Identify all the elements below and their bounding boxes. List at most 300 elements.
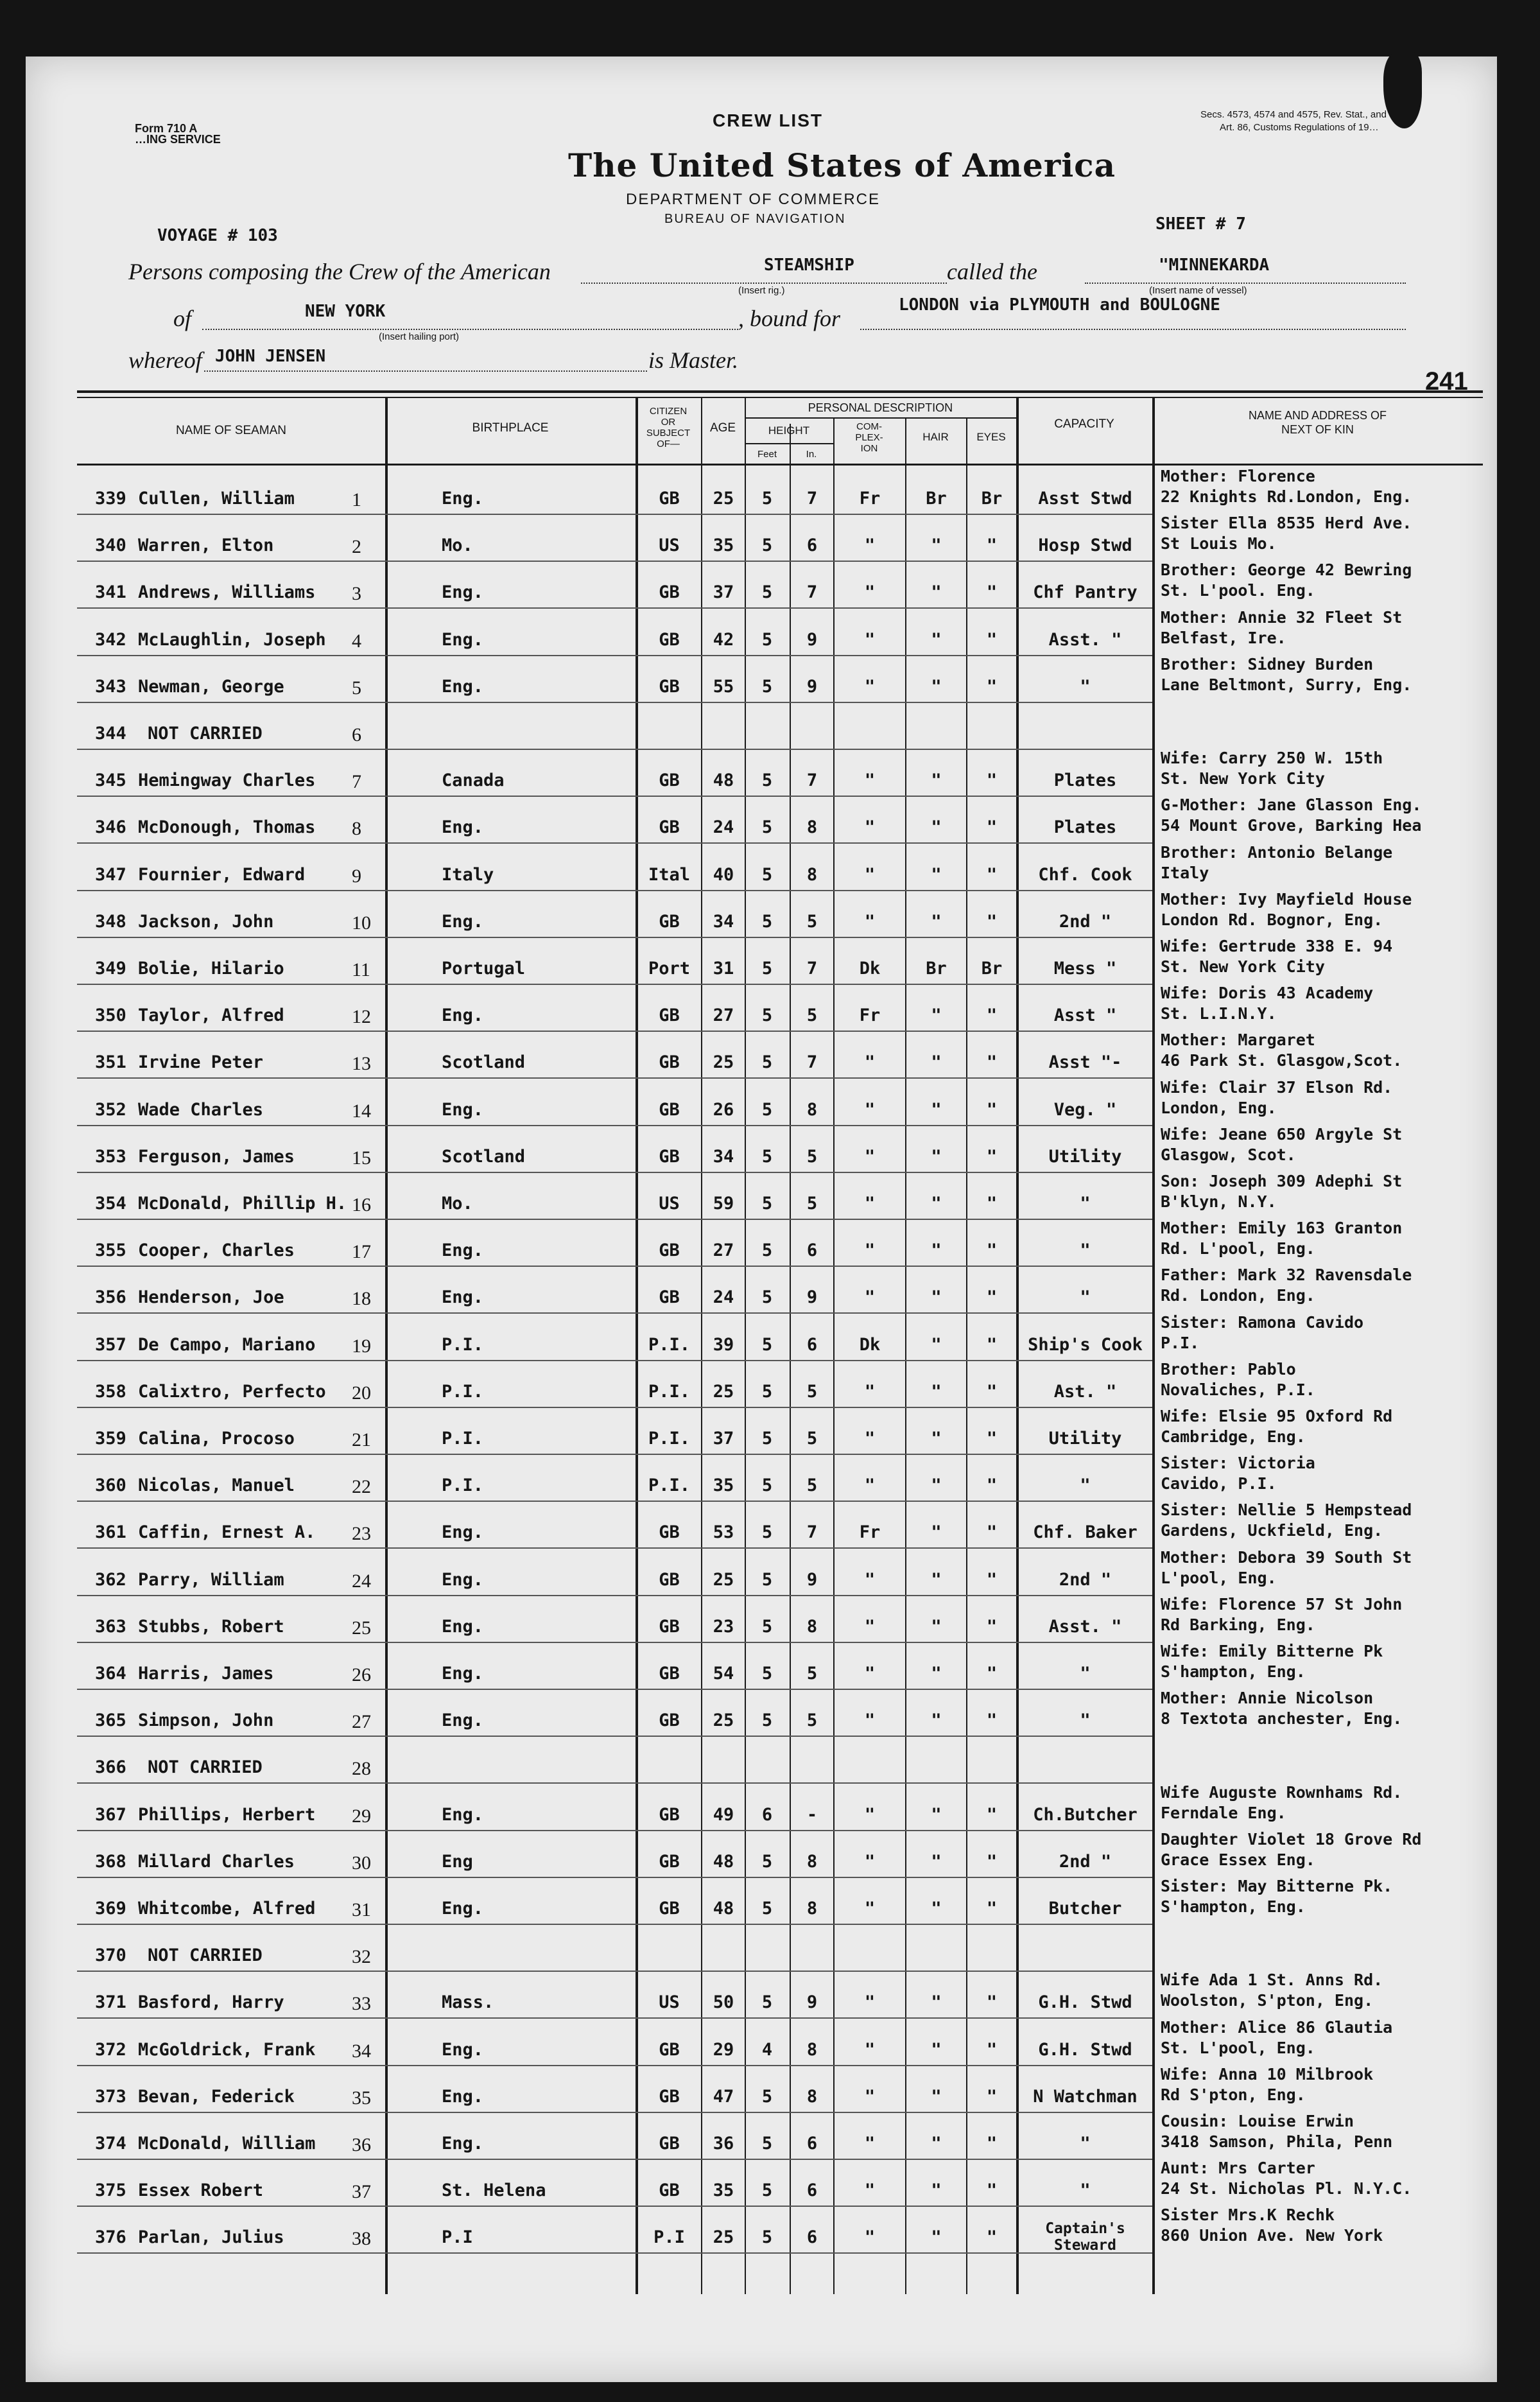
row-entry-number: 364: [95, 1664, 126, 1684]
next-of-kin-line-2: St. New York City: [1161, 769, 1325, 788]
height-feet: 5: [761, 1899, 773, 1919]
table-top-rule-2: [77, 397, 1483, 398]
row-entry-number: 370: [95, 1945, 126, 1966]
hair: ": [931, 1475, 942, 1496]
next-of-kin-line-2: St. L'pool, Eng.: [1161, 2038, 1315, 2057]
eyes: ": [986, 1429, 998, 1449]
next-of-kin-line-1: Mother: Florence: [1161, 467, 1315, 485]
row-ordinal: 18: [352, 1288, 371, 1310]
next-of-kin-line-1: Sister: Ramona Cavido: [1161, 1312, 1364, 1332]
row-rule: [77, 2206, 1152, 2207]
header-hair: HAIR: [922, 431, 949, 443]
row-entry-number: 349: [95, 959, 126, 979]
complexion: ": [864, 1616, 876, 1637]
citizenship: P.I.: [648, 1381, 691, 1402]
eyes: ": [986, 629, 998, 650]
next-of-kin-line-1: Mother: Alice 86 Glautia: [1161, 2017, 1393, 2037]
called-label: called the: [947, 259, 1037, 284]
next-of-kin-line-2: B'klyn, N.Y.: [1161, 1192, 1277, 1211]
complexion: ": [864, 1146, 876, 1167]
row-entry-number: 363: [95, 1616, 126, 1637]
row-entry-number: 376: [95, 2227, 126, 2248]
row-entry-number: 356: [95, 1287, 126, 1308]
row-ordinal: 1: [352, 489, 361, 510]
seaman-name: Ferguson, James: [138, 1146, 295, 1167]
eyes: ": [986, 1475, 998, 1496]
seaman-name: Essex Robert: [138, 2180, 264, 2201]
sheet-number: SHEET # 7: [1155, 214, 1246, 234]
next-of-kin-line-2: 3418 Samson, Phila, Penn: [1161, 2132, 1393, 2151]
next-of-kin-line-2: Glasgow, Scot.: [1161, 1145, 1296, 1164]
citizenship: GB: [659, 1899, 680, 1919]
header-feet: Feet: [757, 449, 777, 460]
height-inches: 6: [806, 535, 818, 556]
height-inches: 6: [806, 2227, 818, 2248]
next-of-kin-line-2: London, Eng.: [1161, 1098, 1277, 1117]
seaman-name: Irvine Peter: [138, 1052, 264, 1073]
capacity: Captain's Steward: [1045, 2220, 1125, 2254]
age: 23: [713, 1616, 734, 1637]
birthplace: P.I: [442, 2227, 473, 2248]
age: 47: [713, 2086, 734, 2107]
personal-desc-rule: [745, 417, 1016, 419]
hair: ": [931, 2134, 942, 2154]
height-inches: 8: [806, 817, 818, 838]
next-of-kin-line-2: London Rd. Bognor, Eng.: [1161, 910, 1383, 929]
birthplace: Eng.: [442, 2039, 484, 2060]
eyes: ": [986, 1569, 998, 1590]
row-entry-number: 345: [95, 770, 126, 791]
hair: ": [931, 1052, 942, 1073]
birthplace: Eng.: [442, 629, 484, 650]
age: 53: [713, 1522, 734, 1543]
birthplace: Mo.: [442, 535, 473, 556]
hair: ": [931, 1710, 942, 1731]
row-entry-number: 361: [95, 1522, 126, 1543]
height-feet: 5: [761, 2227, 773, 2248]
height-feet: 5: [761, 1194, 773, 1214]
capacity: Chf Pantry: [1033, 582, 1138, 603]
citizenship: GB: [659, 2086, 680, 2107]
eyes: ": [986, 1146, 998, 1167]
height-inches: 5: [806, 1475, 818, 1496]
row-ordinal: 36: [352, 2134, 371, 2155]
next-of-kin-line-2: Rd. L'pool, Eng.: [1161, 1239, 1315, 1258]
complexion: Dk: [859, 959, 881, 979]
hair: ": [931, 864, 942, 885]
statutes-line-1: Secs. 4573, 4574 and 4575, Rev. Stat., and: [1200, 109, 1387, 120]
eyes: Br: [981, 959, 1003, 979]
row-ordinal: 33: [352, 1993, 371, 2015]
next-of-kin-line-1: Brother: George 42 Bewring: [1161, 561, 1412, 580]
complexion: ": [864, 2134, 876, 2154]
eyes: ": [986, 1522, 998, 1543]
seaman-name: Calixtro, Perfecto: [138, 1381, 326, 1402]
seaman-name: Millard Charles: [138, 1851, 295, 1872]
hair: ": [931, 1522, 942, 1543]
age: 29: [713, 2039, 734, 2060]
age: 48: [713, 1851, 734, 1872]
next-of-kin-line-1: Mother: Debora 39 South St: [1161, 1547, 1412, 1567]
height-feet: 5: [761, 2134, 773, 2154]
row-ordinal: 13: [352, 1053, 371, 1075]
next-of-kin-line-2: Lane Beltmont, Surry, Eng.: [1161, 675, 1412, 694]
complexion: ": [864, 1052, 876, 1073]
capacity: Utility: [1048, 1429, 1122, 1449]
capacity: 2nd ": [1059, 1569, 1112, 1590]
height-feet: 5: [761, 1240, 773, 1261]
birthplace: P.I.: [442, 1475, 484, 1496]
eyes: ": [986, 1240, 998, 1261]
birthplace: Eng.: [442, 2086, 484, 2107]
next-of-kin-line-2: 8 Textota anchester, Eng.: [1161, 1709, 1403, 1728]
row-ordinal: 35: [352, 2087, 371, 2109]
row-entry-number: 360: [95, 1475, 126, 1496]
age: 48: [713, 1899, 734, 1919]
height-inches: 8: [806, 2039, 818, 2060]
whereof-label: whereof: [128, 347, 202, 373]
height-feet: 5: [761, 676, 773, 697]
capacity: ": [1080, 2134, 1091, 2154]
row-rule: [77, 749, 1152, 750]
row-rule: [77, 1924, 1152, 1925]
seaman-name: Cooper, Charles: [138, 1240, 295, 1261]
eyes: ": [986, 817, 998, 838]
height-inches: 7: [806, 959, 818, 979]
citizenship: GB: [659, 1710, 680, 1731]
height-inches: 8: [806, 1099, 818, 1120]
table-top-rule: [77, 390, 1483, 393]
complexion: ": [864, 1569, 876, 1590]
next-of-kin-line-2: Gardens, Uckfield, Eng.: [1161, 1521, 1383, 1540]
port-hint: (Insert hailing port): [379, 331, 460, 342]
complexion: ": [864, 1851, 876, 1872]
eyes: ": [986, 1851, 998, 1872]
row-entry-number: 358: [95, 1381, 126, 1402]
age: 35: [713, 535, 734, 556]
eyes: ": [986, 1616, 998, 1637]
seaman-name: Taylor, Alfred: [138, 1005, 284, 1026]
row-entry-number: 368: [95, 1851, 126, 1872]
rig-line: [581, 283, 947, 284]
age: 48: [713, 770, 734, 791]
hair: ": [931, 1240, 942, 1261]
eyes: ": [986, 1099, 998, 1120]
seaman-name: Bolie, Hilario: [138, 959, 284, 979]
rig-value: STEAMSHIP: [764, 256, 854, 275]
eyes: ": [986, 864, 998, 885]
next-of-kin-line-1: Wife Ada 1 St. Anns Rd.: [1161, 1971, 1383, 1990]
next-of-kin-line-1: Sister: Nellie 5 Hempstead: [1161, 1501, 1412, 1520]
row-ordinal: 5: [352, 677, 361, 699]
next-of-kin-line-1: Wife: Florence 57 St John: [1161, 1594, 1403, 1614]
row-ordinal: 4: [352, 630, 361, 652]
row-rule: [77, 796, 1152, 797]
seaman-name: McDonald, William: [138, 2134, 316, 2154]
row-entry-number: 342: [95, 629, 126, 650]
row-rule: [77, 1971, 1152, 1972]
height-feet: 5: [761, 1146, 773, 1167]
complexion: ": [864, 2227, 876, 2248]
height-inches: -: [806, 1804, 818, 1825]
citizenship: GB: [659, 1804, 680, 1825]
row-ordinal: 3: [352, 583, 361, 605]
height-feet: 5: [761, 582, 773, 603]
capacity: Asst Stwd: [1038, 489, 1132, 509]
hair: ": [931, 1099, 942, 1120]
bureau-heading: BUREAU OF NAVIGATION: [664, 212, 846, 226]
height-feet: 5: [761, 489, 773, 509]
complexion: ": [864, 629, 876, 650]
complexion: ": [864, 817, 876, 838]
next-of-kin-line-1: Mother: Ivy Mayfield House: [1161, 889, 1412, 909]
row-ordinal: 22: [352, 1476, 371, 1498]
col-rule-eyes: [1016, 397, 1019, 2294]
capacity: Asst. ": [1048, 629, 1122, 650]
age: 35: [713, 2180, 734, 2201]
seaman-name: Newman, George: [138, 676, 284, 697]
row-entry-number: 365: [95, 1710, 126, 1731]
row-ordinal: 11: [352, 959, 370, 980]
row-rule: [77, 2017, 1152, 2019]
complexion: ": [864, 1099, 876, 1120]
seaman-name: Stubbs, Robert: [138, 1616, 284, 1637]
hair: ": [931, 817, 942, 838]
birthplace: Portugal: [442, 959, 526, 979]
row-entry-number: 346: [95, 817, 126, 838]
row-entry-number: 374: [95, 2134, 126, 2154]
seaman-name: McDonald, Phillip H.: [138, 1194, 347, 1214]
complexion: ": [864, 1899, 876, 1919]
row-ordinal: 32: [352, 1946, 371, 1968]
birthplace: P.I.: [442, 1429, 484, 1449]
complexion: ": [864, 1194, 876, 1214]
seaman-name: Phillips, Herbert: [138, 1804, 316, 1825]
height-feet: 5: [761, 1005, 773, 1026]
birthplace: Eng.: [442, 1710, 484, 1731]
height-inches: 7: [806, 1522, 818, 1543]
seaman-name: McDonough, Thomas: [138, 817, 316, 838]
birthplace: Eng.: [442, 911, 484, 932]
vessel-name: "MINNEKARDA: [1159, 256, 1270, 275]
next-of-kin-line-1: Mother: Emily 163 Granton: [1161, 1219, 1403, 1238]
age: 55: [713, 676, 734, 697]
eyes: ": [986, 1664, 998, 1684]
height-inches: 8: [806, 2086, 818, 2107]
seaman-name: Wade Charles: [138, 1099, 264, 1120]
height-feet: 5: [761, 1522, 773, 1543]
page-number: 241: [1425, 367, 1468, 396]
col-rule-name: [385, 397, 388, 2294]
height-feet: 4: [761, 2039, 773, 2060]
master-line: [204, 370, 647, 372]
row-ordinal: 23: [352, 1523, 371, 1545]
rig-hint: (Insert rig.): [738, 285, 785, 296]
row-rule: [77, 1360, 1152, 1361]
capacity: ": [1080, 1664, 1091, 1684]
seaman-name: NOT CARRIED: [148, 1945, 263, 1966]
age: 27: [713, 1005, 734, 1026]
age: 54: [713, 1664, 734, 1684]
row-rule: [77, 1454, 1152, 1455]
eyes: ": [986, 1334, 998, 1355]
height-inches: 9: [806, 629, 818, 650]
height-feet: 5: [761, 1569, 773, 1590]
header-height: HEIGHT: [768, 424, 810, 437]
age: 49: [713, 1804, 734, 1825]
citizenship: GB: [659, 1851, 680, 1872]
age: 50: [713, 1992, 734, 2013]
row-ordinal: 2: [352, 536, 361, 558]
height-sub-rule: [745, 443, 833, 444]
height-inches: 6: [806, 2134, 818, 2154]
seaman-name: Calina, Procoso: [138, 1429, 295, 1449]
row-entry-number: 353: [95, 1146, 126, 1167]
birthplace: Eng.: [442, 489, 484, 509]
row-rule: [77, 607, 1152, 609]
age: 25: [713, 1569, 734, 1590]
col-rule-height: [833, 417, 835, 2294]
hair: ": [931, 1287, 942, 1308]
col-rule-feet: [790, 424, 791, 2294]
vessel-hint: (Insert name of vessel): [1149, 285, 1247, 296]
hair: ": [931, 2086, 942, 2107]
citizenship: GB: [659, 770, 680, 791]
row-rule: [77, 1547, 1152, 1549]
citizenship: GB: [659, 2039, 680, 2060]
row-ordinal: 38: [352, 2228, 371, 2250]
complexion: ": [864, 1381, 876, 1402]
eyes: ": [986, 1194, 998, 1214]
hair: ": [931, 770, 942, 791]
height-feet: 5: [761, 1381, 773, 1402]
next-of-kin-line-2: S'hampton, Eng.: [1161, 1897, 1306, 1916]
capacity: Ship's Cook: [1028, 1334, 1143, 1355]
seaman-name: NOT CARRIED: [148, 1757, 263, 1778]
bound-label: , bound for: [738, 306, 841, 331]
seaman-name: Cullen, William: [138, 489, 295, 509]
capacity: ": [1080, 1287, 1091, 1308]
height-inches: 7: [806, 770, 818, 791]
port-line: [202, 329, 738, 330]
age: 25: [713, 489, 734, 509]
hair: ": [931, 2039, 942, 2060]
next-of-kin-line-2: Rd. London, Eng.: [1161, 1286, 1315, 1305]
height-feet: 5: [761, 1475, 773, 1496]
row-ordinal: 21: [352, 1429, 371, 1450]
hair: ": [931, 1005, 942, 1026]
citizenship: GB: [659, 1146, 680, 1167]
row-entry-number: 355: [95, 1240, 126, 1261]
row-ordinal: 7: [352, 771, 361, 793]
height-inches: 8: [806, 864, 818, 885]
statutes-line-2: Art. 86, Customs Regulations of 19…: [1220, 122, 1379, 133]
row-rule: [77, 1407, 1152, 1408]
hair: ": [931, 1616, 942, 1637]
birthplace: Eng.: [442, 1664, 484, 1684]
next-of-kin-line-1: Brother: Sidney Burden: [1161, 654, 1374, 674]
birthplace: Eng.: [442, 817, 484, 838]
header-inches: In.: [806, 449, 817, 460]
col-rule-birth: [636, 397, 638, 2294]
height-inches: 8: [806, 1851, 818, 1872]
row-rule: [77, 655, 1152, 656]
seaman-name: McGoldrick, Frank: [138, 2039, 316, 2060]
row-entry-number: 362: [95, 1569, 126, 1590]
next-of-kin-line-2: Rd Barking, Eng.: [1161, 1615, 1315, 1634]
height-feet: 6: [761, 1804, 773, 1825]
citizenship: GB: [659, 1616, 680, 1637]
citizenship: P.I.: [648, 1429, 691, 1449]
eyes: ": [986, 2039, 998, 2060]
row-entry-number: 372: [95, 2039, 126, 2060]
row-entry-number: 340: [95, 535, 126, 556]
row-ordinal: 29: [352, 1805, 371, 1827]
hair: Br: [926, 489, 947, 509]
capacity: ": [1080, 1475, 1091, 1496]
hair: ": [931, 1804, 942, 1825]
row-ordinal: 6: [352, 724, 361, 745]
next-of-kin-line-2: St. L.I.N.Y.: [1161, 1004, 1277, 1023]
next-of-kin-line-1: Wife: Emily Bitterne Pk: [1161, 1642, 1383, 1660]
citizenship: GB: [659, 582, 680, 603]
row-rule: [77, 1642, 1152, 1643]
next-of-kin-line-2: Italy: [1161, 863, 1209, 882]
hair: ": [931, 1664, 942, 1684]
next-of-kin-line-1: G-Mother: Jane Glasson Eng.: [1161, 796, 1422, 815]
next-of-kin-line-2: P.I.: [1161, 1333, 1200, 1352]
vessel-line: [1085, 283, 1406, 284]
col-rule-complexion: [905, 417, 906, 2294]
eyes: ": [986, 770, 998, 791]
header-complexion: COM- PLEX- ION: [855, 421, 883, 454]
row-rule: [77, 1830, 1152, 1831]
complexion: ": [864, 770, 876, 791]
eyes: ": [986, 1992, 998, 2013]
header-kin: NAME AND ADDRESS OF NEXT OF KIN: [1248, 409, 1387, 436]
row-ordinal: 12: [352, 1006, 371, 1028]
row-rule: [77, 1501, 1152, 1502]
height-inches: 5: [806, 1710, 818, 1731]
capacity: ": [1080, 1240, 1091, 1261]
hair: ": [931, 629, 942, 650]
height-inches: 5: [806, 1005, 818, 1026]
eyes: ": [986, 1005, 998, 1026]
next-of-kin-line-2: Grace Essex Eng.: [1161, 1850, 1315, 1869]
row-rule: [77, 984, 1152, 985]
country-heading: The United States of America: [568, 146, 1116, 184]
voyage-number: VOYAGE # 103: [157, 226, 278, 245]
hair: ": [931, 1429, 942, 1449]
row-rule: [77, 702, 1152, 703]
row-entry-number: 352: [95, 1099, 126, 1120]
height-inches: 5: [806, 1664, 818, 1684]
hair: ": [931, 1146, 942, 1167]
height-feet: 5: [761, 1851, 773, 1872]
complexion: ": [864, 1804, 876, 1825]
citizenship: US: [659, 1194, 680, 1214]
age: 27: [713, 1240, 734, 1261]
capacity: Hosp Stwd: [1038, 535, 1132, 556]
birthplace: P.I.: [442, 1334, 484, 1355]
age: 34: [713, 911, 734, 932]
capacity: Ast. ": [1053, 1381, 1117, 1402]
eyes: ": [986, 1804, 998, 1825]
next-of-kin-line-1: Wife: Carry 250 W. 15th: [1161, 749, 1383, 768]
next-of-kin-line-1: Cousin: Louise Erwin: [1161, 2112, 1354, 2130]
row-ordinal: 16: [352, 1194, 371, 1215]
complexion: ": [864, 1992, 876, 2013]
